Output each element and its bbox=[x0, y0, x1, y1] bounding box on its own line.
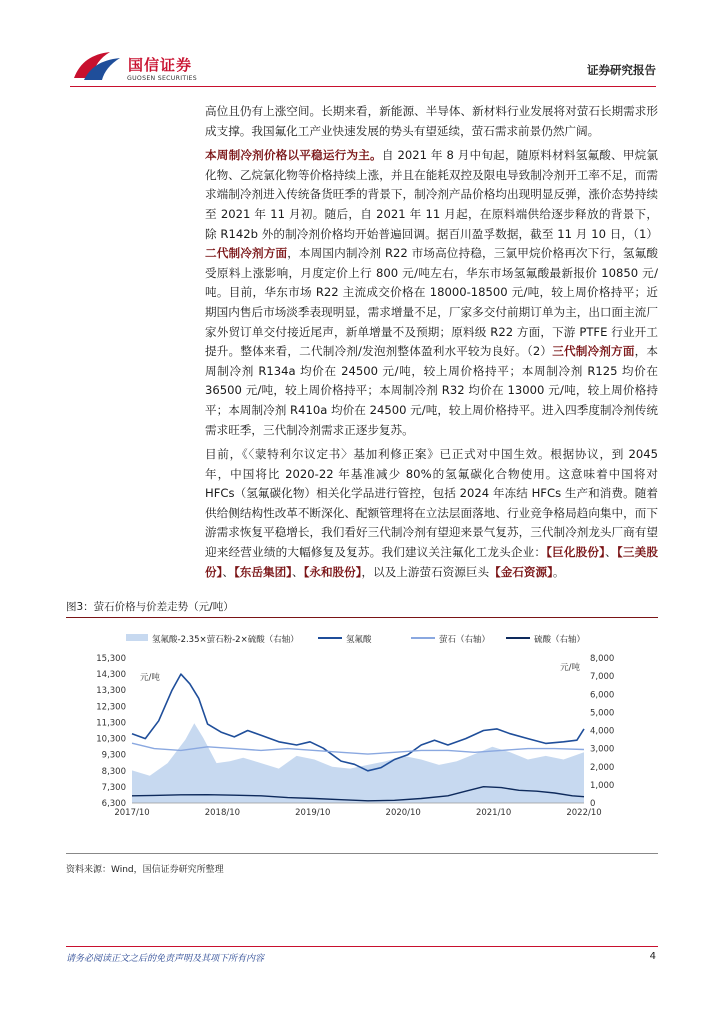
x-tick-label: 2018/10 bbox=[204, 808, 241, 818]
guosen-logo-icon bbox=[70, 48, 124, 84]
report-type-label: 证券研究报告 bbox=[587, 63, 656, 77]
firm-jinshi: 【金石资源】 bbox=[489, 564, 553, 579]
paragraph-2-text-2: ，本周国内制冷剂 R22 市场高位持稳，三氯甲烷价格再次下行，氢氟酸受原料上涨影响，月度定价上行 800 元/吨左右，华东市场氢氟酸最新报价 10850 元/吨。目前，华东市场 R22 主流成交价格在 18000-18500 元/吨，较上周价格持平；近期国内售后市场淡季表现明显，需求增量不足，厂家多交付前期订单为主，出口面主流厂家外贸订单交付接近尾声，新单增量不及预期；原料级 R22 方面，下游 PTFE 行业开工提升。整体来看，二代制冷剂/发泡剂整体盈利水平较为良好。（2） bbox=[205, 246, 658, 359]
right-tick-label: 7,000 bbox=[590, 672, 615, 683]
firm-separator: 、 bbox=[291, 564, 304, 579]
x-tick-label: 2022/10 bbox=[566, 808, 602, 818]
paragraph-2-text-3: ，本周制冷剂 R134a 均价在 24500 元/吨，较上周价格持平；本周制冷剂 R125 均价在 36500 元/吨，较上周价格持平；本周制冷剂 R32 均价在 13000 元/吨，较上周价格持平；本周制冷剂 R410a 均价在 24500 元/吨，较上周价格持平。进入四季度制冷剂传统需求旺季，三代制冷剂需求正逐步复苏。 bbox=[205, 344, 658, 437]
paragraph-3-mid: ，以及上游萤石资源巨头 bbox=[361, 564, 490, 579]
figure-source: 资料来源：Wind，国信证券研究所整理 bbox=[66, 865, 224, 875]
paragraph-2-lead: 本周制冷剂价格以平稳运行为主。 bbox=[205, 148, 382, 163]
left-tick-label: 12,300 bbox=[96, 702, 126, 713]
left-tick-label: 9,300 bbox=[101, 750, 126, 761]
figure-title-divider bbox=[66, 617, 658, 618]
legend-label: 硫酸（右轴） bbox=[534, 635, 586, 645]
x-tick-label: 2020/10 bbox=[385, 808, 421, 818]
firm-separator: 、 bbox=[605, 545, 617, 560]
paragraph-1 bbox=[205, 102, 658, 141]
paragraph-2 bbox=[205, 146, 658, 440]
chart-legend bbox=[126, 634, 585, 645]
footer-disclaimer[interactable]: 请务必阅读正文之后的免责声明及其项下所有内容 bbox=[66, 954, 265, 964]
brand-name-en: GUOSEN SECURITIES bbox=[127, 75, 197, 82]
right-tick-label: 3,000 bbox=[590, 744, 615, 755]
brand-name-cn: 国信证券 bbox=[128, 56, 193, 74]
paragraph-2-lead-3: 三代制冷剂方面 bbox=[552, 344, 635, 359]
header-divider bbox=[70, 86, 656, 87]
paragraph-2-text: 自 2021 年 8 月中旬起，随原料材料氢氟酸、甲烷氯化物、乙烷氯化物等价格持续上涨，并且在能耗双控及限电导致制冷剂开工率不足，而需求端制冷剂进入传统备货旺季的背景下，制冷剂产品价格均出现明显反弹，涨价态势持续至 2021 年 11 月初。随后，自 2021 年 11 月起，在原料端供给逐步释放的背景下，除 R142b 外的制冷剂价格均开始普遍回调。据百川盈孚数据，截至 11 月 10 日，（1） bbox=[205, 148, 658, 241]
firm-juhua: 【巨化股份】 bbox=[546, 545, 606, 560]
legend-swatch bbox=[126, 634, 148, 641]
x-tick-label: 2021/10 bbox=[475, 808, 512, 818]
paragraph-2-lead-2: 二代制冷剂方面 bbox=[205, 246, 288, 261]
left-tick-label: 11,300 bbox=[96, 718, 126, 729]
right-tick-label: 6,000 bbox=[590, 690, 615, 701]
x-tick-label: 2019/10 bbox=[295, 808, 331, 818]
left-tick-label: 13,300 bbox=[96, 686, 126, 697]
fluorite-price-chart bbox=[66, 622, 658, 822]
left-tick-label: 7,300 bbox=[101, 782, 126, 793]
legend-label: 氢氟酸 bbox=[346, 635, 372, 645]
left-tick-label: 6,300 bbox=[101, 799, 126, 809]
paragraph-1-text: 高位且仍有上涨空间。长期来看，新能源、半导体、新材料行业发展将对萤石长期需求形成支撑。我国氟化工产业快速发展的势头有望延续，萤石需求前景仍然广阔。 bbox=[205, 104, 658, 138]
paragraph-3-text: 目前，《〈蒙特利尔议定书〉基加利修正案》已正式对中国生效。根据协议，到 2045 年，中国将比 2020-22 年基准减少 80%的氢氟碳化合物使用。这意味着中国将对 HFCs（氢氟碳化物）相关化学品进行管控，包括 2024 年冻结 HFCs 生产和消费。随着供给侧结构性改革不断深化、配额管理将在立法层面落地、行业竞争格局趋向集中，而下游需求恢复平稳增长，我们看好三代制冷剂有望迎来景气复苏，三代制冷剂龙头厂商有望迎来经营业绩的大幅修复及复苏。我们建议关注氟化工龙头企业： bbox=[205, 447, 658, 560]
figure-title: 图3：萤石价格与价差走势（元/吨） bbox=[66, 601, 234, 613]
right-tick-label: 1,000 bbox=[590, 780, 615, 791]
body-text bbox=[205, 102, 658, 587]
right-tick-label: 4,000 bbox=[590, 726, 615, 737]
right-tick-label: 8,000 bbox=[590, 654, 615, 664]
right-axis-unit: 元/吨 bbox=[560, 663, 580, 673]
paragraph-3-end: 。 bbox=[552, 564, 565, 579]
firm-separator: 、 bbox=[222, 564, 234, 579]
firm-dongyue: 【东岳集团】 bbox=[234, 564, 292, 579]
left-tick-label: 8,300 bbox=[101, 766, 126, 777]
legend-label: 氢氟酸-2.35×萤石粉-2×硫酸（右轴） bbox=[152, 635, 299, 645]
chart-plot bbox=[132, 674, 584, 803]
legend-label: 萤石（右轴） bbox=[439, 635, 491, 645]
firm-yonghe: 【永和股份】 bbox=[303, 564, 362, 579]
left-tick-label: 10,300 bbox=[96, 734, 126, 745]
footer-divider bbox=[66, 946, 658, 947]
left-axis-unit: 元/吨 bbox=[140, 673, 160, 683]
firm-sanmei: 【三美股份】 bbox=[205, 545, 658, 579]
page-header bbox=[70, 48, 656, 88]
page-number: 4 bbox=[649, 951, 656, 962]
left-tick-label: 14,300 bbox=[96, 670, 126, 681]
paragraph-3 bbox=[205, 445, 658, 582]
source-divider bbox=[66, 853, 658, 854]
left-tick-label: 15,300 bbox=[96, 654, 126, 664]
right-tick-label: 5,000 bbox=[590, 708, 615, 719]
right-tick-label: 0 bbox=[590, 799, 596, 809]
right-tick-label: 2,000 bbox=[590, 762, 615, 773]
x-tick-label: 2017/10 bbox=[114, 808, 150, 818]
